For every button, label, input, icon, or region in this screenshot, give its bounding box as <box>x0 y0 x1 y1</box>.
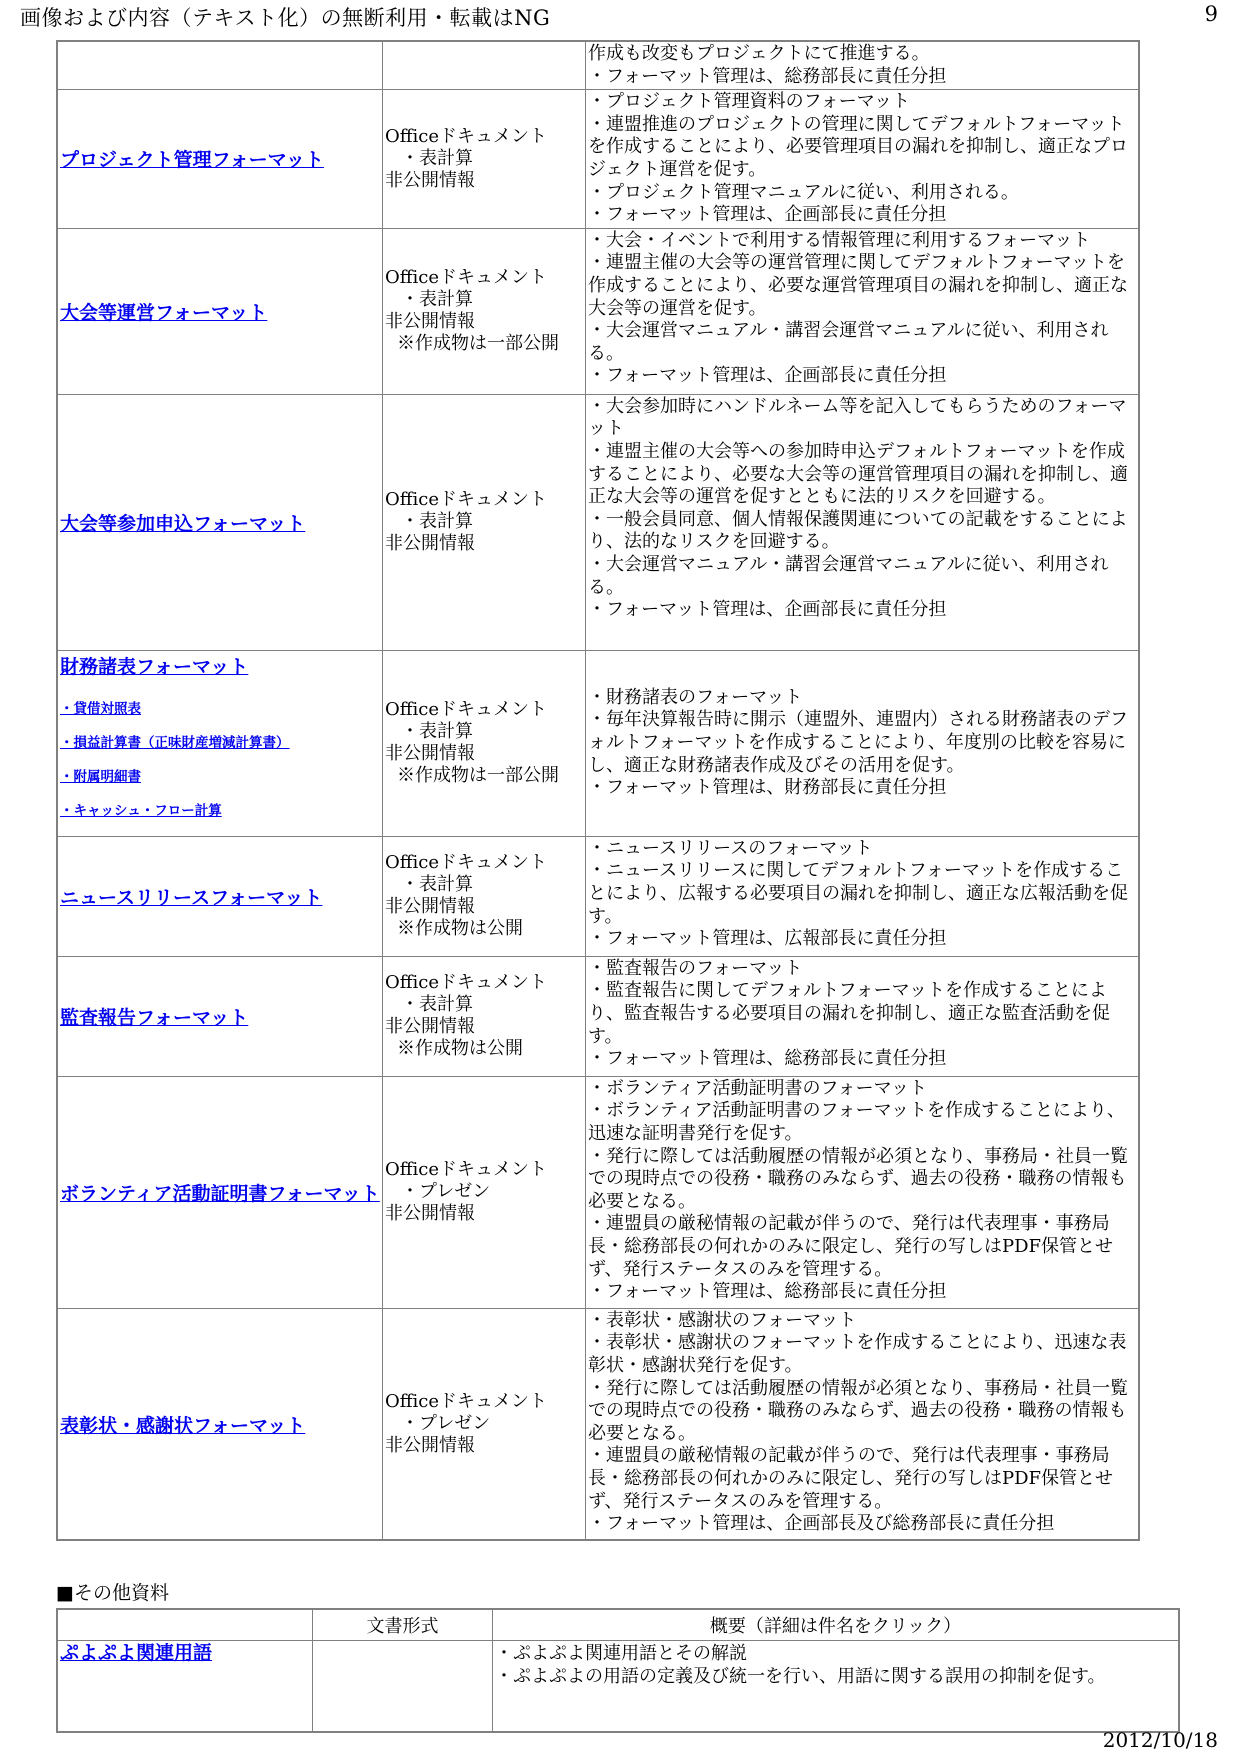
formats-table <box>56 40 1140 1541</box>
row-description: ・監査報告のフォーマット ・監査報告に関してデフォルトフォーマットを作成することにより、監査報告する必要項目の漏れを抑制し、適正な監査活動を促す。 ・フォーマット管理は、総務部長に責任分担 <box>586 956 1140 1076</box>
sublink-cash-flow[interactable]: ・キャッシュ・フロー計算 <box>60 802 222 819</box>
page-header-title: 画像および内容（テキスト化）の無断利用・転載はNG <box>20 6 551 30</box>
table-row <box>57 1308 1139 1540</box>
document-format: Officeドキュメント ・表計算 非公開情報 <box>383 90 586 229</box>
footer-date: 2012/10/18 <box>1102 1728 1218 1752</box>
table-row <box>57 836 1139 956</box>
row-description: ・大会・イベントで利用する情報管理に利用するフォーマット ・連盟主催の大会等の運営管理に関してデフォルトフォーマットを作成することにより、必要な運営管理項目の漏れを抑制し、適正な大会等の運営を促す。 ・大会運営マニュアル・講習会運営マニュアルに従い、利用される。 ・フォーマット管理は、企画部長に責任分担 <box>586 228 1140 394</box>
format-link-volunteer-certificate[interactable]: ボランティア活動証明書フォーマット <box>60 1182 380 1205</box>
document-format: Officeドキュメント ・表計算 非公開情報 <box>383 394 586 650</box>
table-row <box>57 228 1139 394</box>
row-description: ・プロジェクト管理資料のフォーマット ・連盟推進のプロジェクトの管理に関してデフォルトフォーマットを作成することにより、必要管理項目の漏れを抑制し、適正なプロジェクト運営を促す。 ・プロジェクト管理マニュアルに従い、利用される。 ・フォーマット管理は、企画部長に責任分担 <box>586 90 1140 229</box>
row-description: 作成も改変もプロジェクトにて推進する。 ・フォーマット管理は、総務部長に責任分担 <box>586 41 1140 90</box>
column-header-name <box>57 1609 313 1641</box>
sublink-balance-sheet[interactable]: ・貸借対照表 <box>60 700 141 717</box>
row-description: ・大会参加時にハンドルネーム等を記入してもらうためのフォーマット ・連盟主催の大会等への参加時申込デフォルトフォーマットを作成することにより、必要な大会等の運営管理項目の漏れを抑制し、適正な大会等の運営を促すとともに法的リスクを回避する。 ・一般会員同意、個人情報保護関連についての記載をすることにより、法的なリスクを回避する。 ・大会運営マニュアル・講習会運営マニュアルに従い、利用される。 ・フォーマット管理は、企画部長に責任分担 <box>586 394 1140 650</box>
table-row <box>57 1076 1139 1308</box>
row-description: ・ニュースリリースのフォーマット ・ニュースリリースに関してデフォルトフォーマットを作成することにより、広報する必要項目の漏れを抑制し、適正な広報活動を促す。 ・フォーマット管理は、広報部長に責任分担 <box>586 836 1140 956</box>
format-link-financial-statements[interactable]: 財務諸表フォーマット <box>60 655 249 678</box>
other-link-puyo-terms[interactable]: ぷよぷよ関連用語 <box>60 1642 213 1664</box>
format-link-news-release[interactable]: ニュースリリースフォーマット <box>60 886 323 909</box>
table-row <box>57 650 1139 836</box>
column-header-summary: 概要（詳細は件名をクリック） <box>493 1609 1180 1641</box>
document-format: Officeドキュメント ・表計算 非公開情報 ※作成物は公開 <box>383 956 586 1076</box>
document-format <box>313 1641 493 1733</box>
table-row <box>57 1641 1179 1733</box>
document-format: Officeドキュメント ・表計算 非公開情報 ※作成物は公開 <box>383 836 586 956</box>
document-format: Officeドキュメント ・プレゼン 非公開情報 <box>383 1076 586 1308</box>
row-description: ・ぷよぷよ関連用語とその解説 ・ぷよぷよの用語の定義及び統一を行い、用語に関する誤用の抑制を促す。 <box>493 1641 1180 1733</box>
format-link-tournament-entry[interactable]: 大会等参加申込フォーマット <box>60 512 306 535</box>
sublink-income-statement[interactable]: ・損益計算書（正味財産増減計算書） <box>60 734 290 751</box>
row-description: ・ボランティア活動証明書のフォーマット ・ボランティア活動証明書のフォーマットを作成することにより、迅速な証明書発行を促す。 ・発行に際しては活動履歴の情報が必須となり、事務局・社員一覧での現時点での役務・職務のみならず、過去の役務・職務の情報も必要となる。 ・連盟員の厳秘情報の記載が伴うので、発行は代表理事・事務局長・総務部長の何れかのみに限定し、発行の写しはPDF保管とせず、発行ステータスのみを管理する。 ・フォーマット管理は、総務部長に責任分担 <box>586 1076 1140 1308</box>
table-row <box>57 394 1139 650</box>
format-link-audit-report[interactable]: 監査報告フォーマット <box>60 1006 249 1029</box>
format-link-project-management[interactable]: プロジェクト管理フォーマット <box>60 149 324 172</box>
table-header-row <box>57 1609 1179 1641</box>
other-materials-table <box>56 1608 1180 1733</box>
other-materials-heading: ■その他資料 <box>56 1582 169 1604</box>
column-header-format: 文書形式 <box>313 1609 493 1641</box>
document-format: Officeドキュメント ・表計算 非公開情報 ※作成物は一部公開 <box>383 228 586 394</box>
table-row <box>57 956 1139 1076</box>
document-format: Officeドキュメント ・表計算 非公開情報 ※作成物は一部公開 <box>383 650 586 836</box>
row-description: ・表彰状・感謝状のフォーマット ・表彰状・感謝状のフォーマットを作成することにより、迅速な表彰状・感謝状発行を促す。 ・発行に際しては活動履歴の情報が必須となり、事務局・社員一覧での現時点での役務・職務のみならず、過去の役務・職務の情報も必要となる。 ・連盟員の厳秘情報の記載が伴うので、発行は代表理事・事務局長・総務部長の何れかのみに限定し、発行の写しはPDF保管とせず、発行ステータスのみを管理する。 ・フォーマット管理は、企画部長及び総務部長に責任分担 <box>586 1308 1140 1540</box>
format-link-award-certificate[interactable]: 表彰状・感謝状フォーマット <box>60 1414 306 1437</box>
table-row <box>57 90 1139 229</box>
sublink-supplementary-schedule[interactable]: ・附属明細書 <box>60 768 141 785</box>
table-row <box>57 41 1139 90</box>
document-format: Officeドキュメント ・プレゼン 非公開情報 <box>383 1308 586 1540</box>
format-link-tournament-operations[interactable]: 大会等運営フォーマット <box>60 301 268 324</box>
row-description: ・財務諸表のフォーマット ・毎年決算報告時に開示（連盟外、連盟内）される財務諸表のデフォルトフォーマットを作成することにより、年度別の比較を容易にし、適正な財務諸表作成及びその活用を促す。 ・フォーマット管理は、財務部長に責任分担 <box>586 650 1140 836</box>
page-number: 9 <box>1204 2 1218 26</box>
